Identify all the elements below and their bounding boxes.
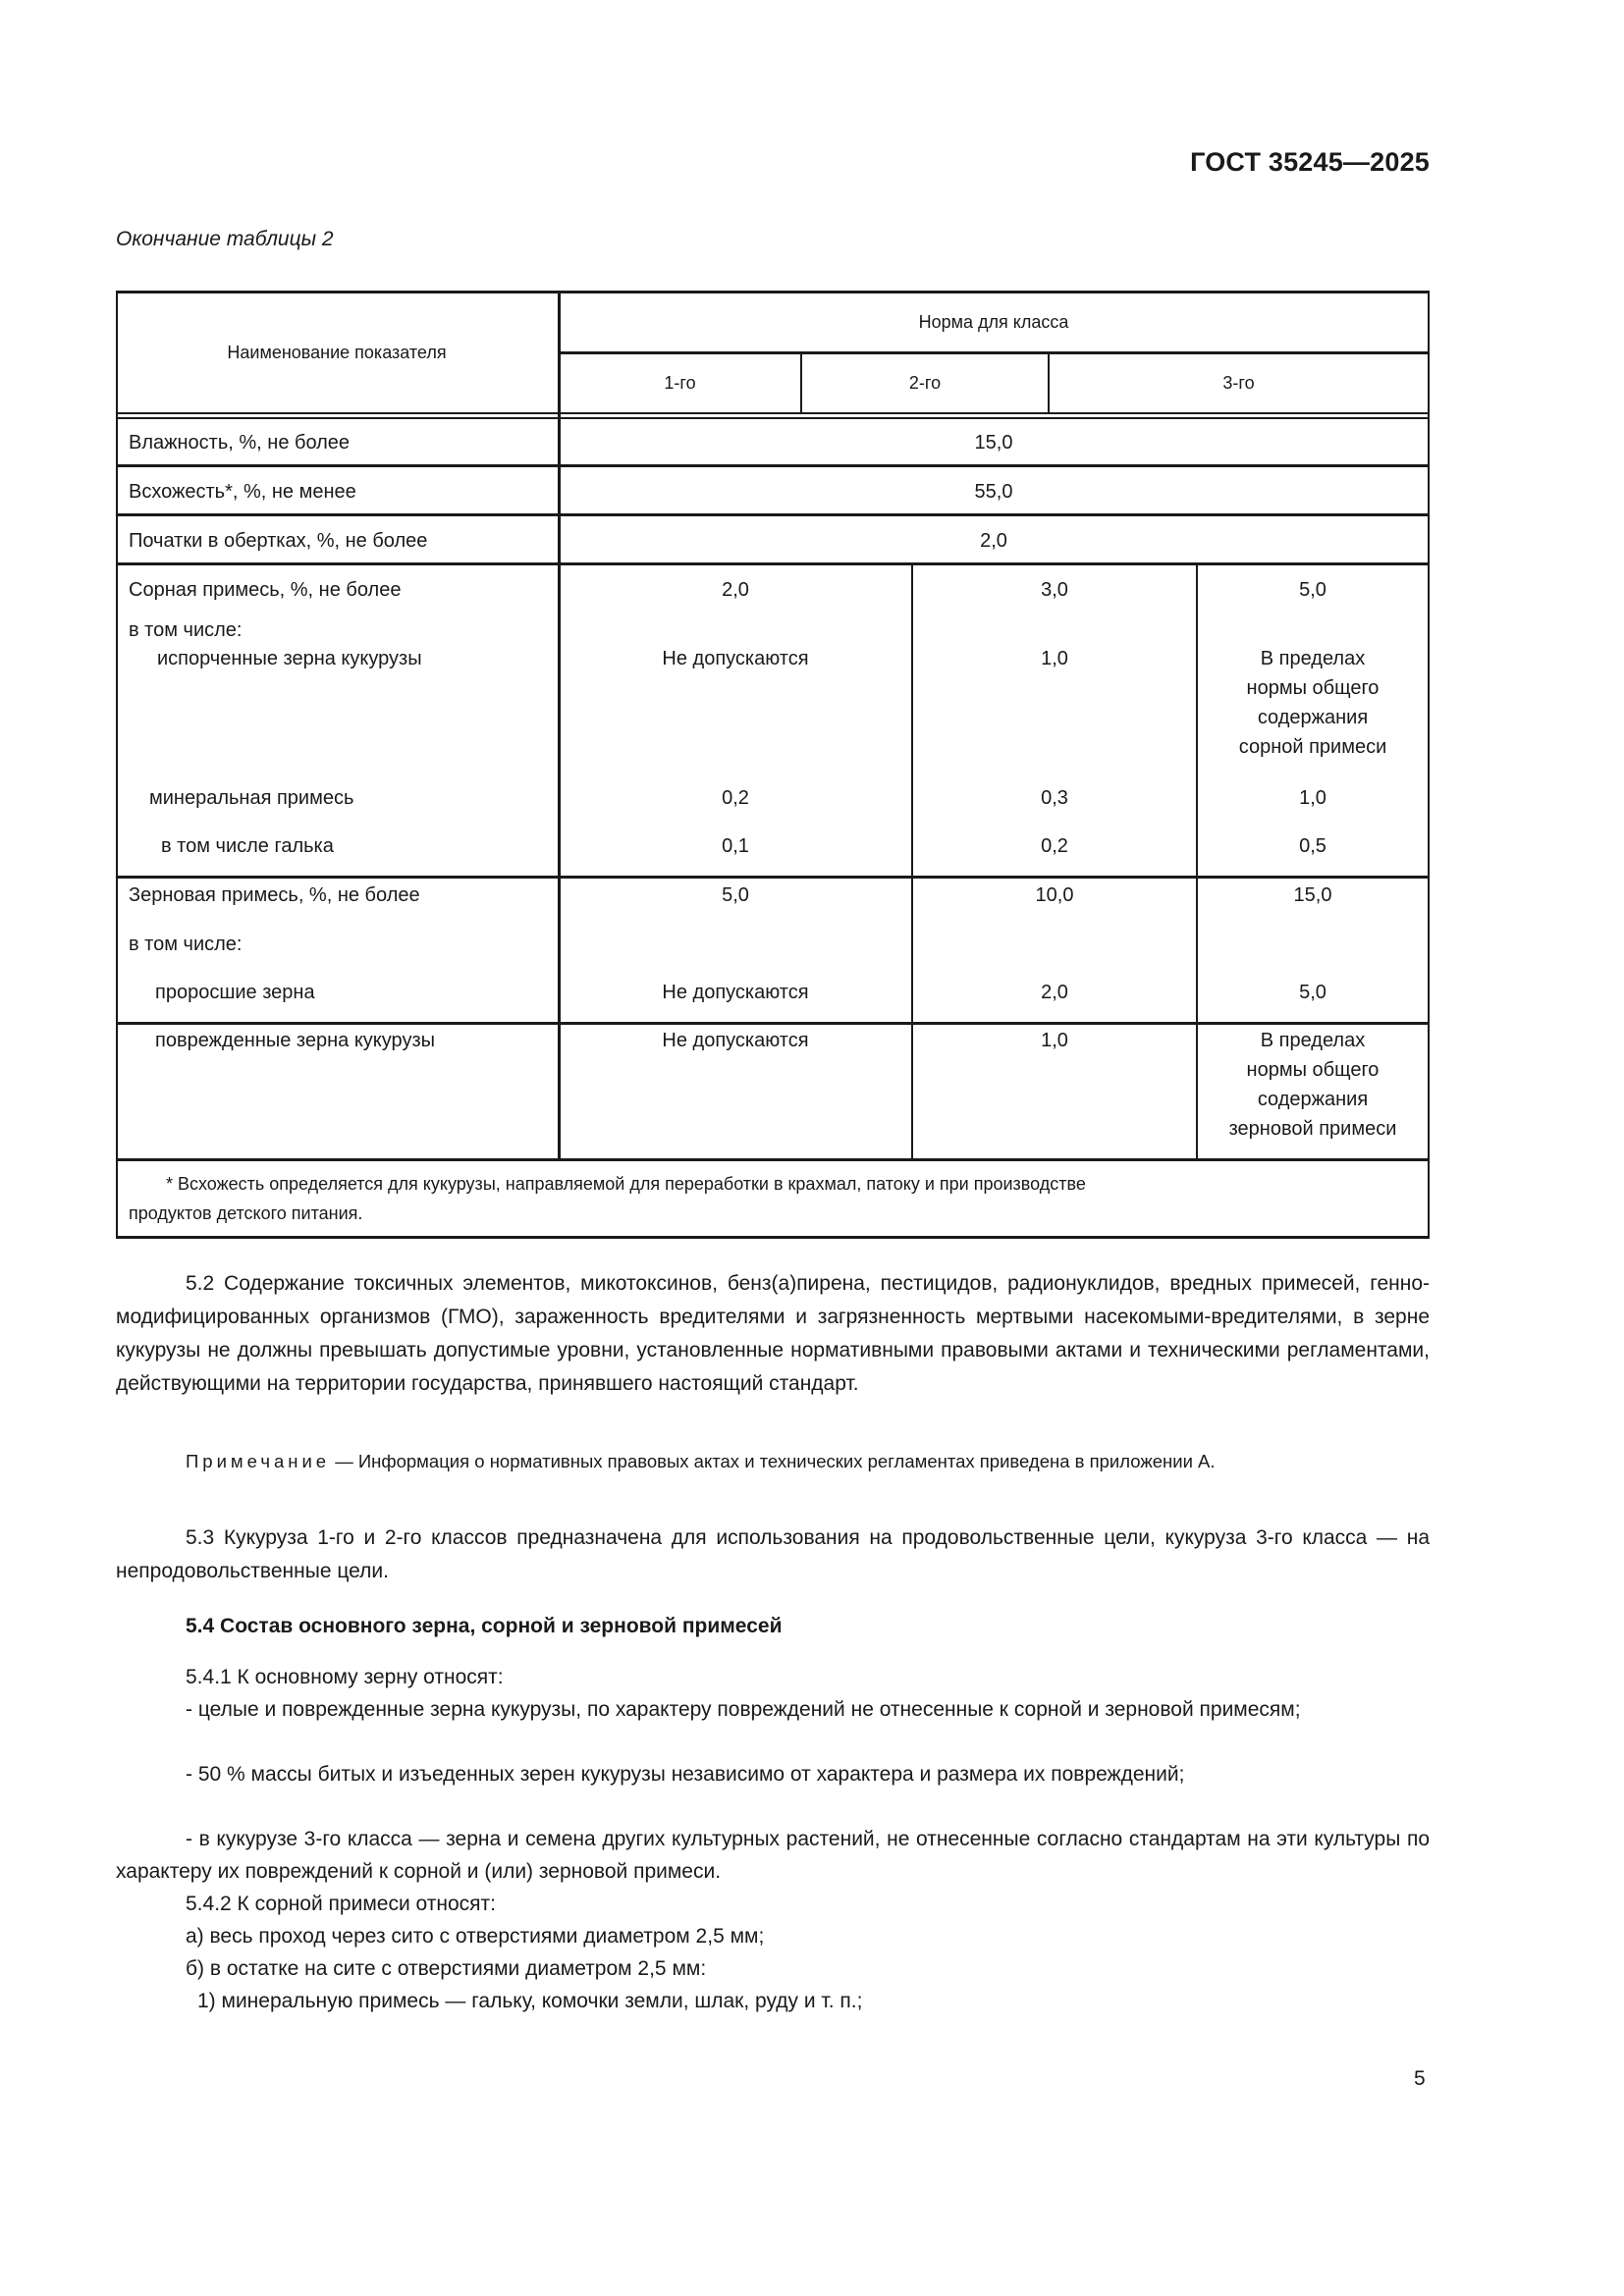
row-label-germination: Всхожесть*, %, не менее bbox=[129, 481, 356, 503]
row-label-cobs: Початки в обертках, %, не более bbox=[129, 530, 428, 552]
row-label-mineral-impurity: минеральная примесь bbox=[149, 787, 354, 809]
row-label-spoiled-grains: испорченные зерна кукурузы bbox=[157, 648, 422, 669]
table-caption: Окончание таблицы 2 bbox=[116, 228, 334, 250]
sprouted-class-1: Не допускаются bbox=[662, 982, 809, 1003]
note-label: Примечание bbox=[186, 1451, 331, 1471]
mineral-class-1: 0,2 bbox=[722, 787, 749, 809]
weed-impurity-class-3: 5,0 bbox=[1299, 579, 1326, 601]
spoiled-class-3: В пределах нормы общего содержания сорной примеси bbox=[1238, 648, 1387, 758]
row-label-grain-impurity: Зерновая примесь, %, не более bbox=[129, 884, 420, 906]
row-value-cobs: 2,0 bbox=[980, 530, 1007, 552]
damaged-class-3: В пределах нормы общего содержания зерновой примеси bbox=[1228, 1030, 1397, 1140]
row-divider bbox=[116, 876, 1430, 879]
row-divider bbox=[116, 513, 1430, 516]
list-item-whole-grains: - целые и поврежденные зерна кукурузы, по характеру повреждений не отнесенные к сорной и зерновой примесям; bbox=[186, 1698, 1301, 1721]
row-label-weed-impurity: Сорная примесь, %, не более bbox=[129, 579, 402, 601]
table-border-bottom bbox=[116, 1236, 1430, 1239]
table-footnote: * Всхожесть определяется для кукурузы, направляемой для переработки в крахмал, патоку и при производстве продуктов детского питания. bbox=[129, 1174, 1086, 1223]
header-group-divider bbox=[559, 351, 1429, 354]
pebbles-class-1: 0,1 bbox=[722, 835, 749, 857]
paragraph-5-2: 5.2 Содержание токсичных элементов, микотоксинов, бенз(а)пирена, пестицидов, радионуклидов, вредных примесей, генно-модифицированных организмов (ГМО), зараженность вредителями и загрязненность мертвыми насекомыми-вредителями, в зерне кукурузы не должны превышать допустимые уровни, установленные нормативными правовыми актами и техническими регламентами, действующими на территории государства, принявшего настоящий стандарт. bbox=[116, 1272, 1430, 1395]
row-label-damaged-grains: поврежденные зерна кукурузы bbox=[155, 1030, 435, 1051]
document-code: ГОСТ 35245—2025 bbox=[1190, 147, 1430, 177]
section-heading-5-4: 5.4 Состав основного зерна, сорной и зерновой примесей bbox=[186, 1615, 783, 1637]
row-label-sprouted-grains: проросшие зерна bbox=[155, 982, 315, 1003]
row-divider bbox=[116, 464, 1430, 467]
standards-table bbox=[116, 291, 1430, 1239]
pebbles-class-3: 0,5 bbox=[1299, 835, 1326, 857]
sprouted-class-3: 5,0 bbox=[1299, 982, 1326, 1003]
grain-impurity-class-3: 15,0 bbox=[1293, 884, 1332, 906]
row-divider bbox=[116, 562, 1430, 565]
header-class-3: 3-го bbox=[1222, 373, 1255, 393]
spoiled-class-2: 1,0 bbox=[1041, 648, 1068, 669]
row-value-germination: 55,0 bbox=[974, 481, 1013, 503]
row-label-moisture: Влажность, %, не более bbox=[129, 432, 351, 454]
header-class-1: 1-го bbox=[664, 373, 696, 393]
row-value-moisture: 15,0 bbox=[974, 432, 1013, 454]
table-border-left bbox=[116, 291, 118, 1239]
pebbles-class-2: 0,2 bbox=[1041, 835, 1068, 857]
row-divider bbox=[116, 1022, 1430, 1025]
sprouted-class-2: 2,0 bbox=[1041, 982, 1068, 1003]
header-class-2: 2-го bbox=[908, 373, 942, 393]
list-item-b: б) в остатке на сите с отверстиями диаметром 2,5 мм: bbox=[186, 1957, 707, 1980]
damaged-class-1: Не допускаются bbox=[662, 1030, 809, 1051]
mineral-class-2: 0,3 bbox=[1041, 787, 1068, 809]
mineral-class-3: 1,0 bbox=[1299, 787, 1326, 809]
paragraph-5-4-1: 5.4.1 К основному зерну относят: bbox=[186, 1666, 504, 1688]
weed-impurity-class-1: 2,0 bbox=[722, 579, 749, 601]
list-item-b-1: 1) минеральную примесь — гальку, комочки земли, шлак, руду и т. п.; bbox=[197, 1990, 863, 2012]
paragraph-5-4-2: 5.4.2 К сорной примеси относят: bbox=[186, 1893, 496, 1915]
header-indicator-name: Наименование показателя bbox=[227, 343, 447, 362]
note-paragraph: Примечание — Информация о нормативных правовых актах и технических регламентах приведена в приложении А. bbox=[186, 1451, 1216, 1471]
header-double-line-2 bbox=[116, 417, 1430, 419]
weed-sub-label: в том числе: bbox=[129, 619, 243, 641]
grain-sub-label: в том числе: bbox=[129, 934, 243, 955]
row-divider bbox=[116, 1158, 1430, 1161]
list-item-a: а) весь проход через сито с отверстиями диаметром 2,5 мм; bbox=[186, 1925, 765, 1948]
list-item-third-class: - в кукурузе 3-го класса — зерна и семена других культурных растений, не отнесенные согласно стандартам на эти культуры по характеру их повреждений к сорной и (или) зерновой примеси. bbox=[116, 1828, 1430, 1883]
paragraph-5-3: 5.3 Кукуруза 1-го и 2-го классов предназначена для использования на продовольственные цели, кукуруза 3-го класса — на непродовольственные цели. bbox=[116, 1526, 1430, 1582]
grain-impurity-class-2: 10,0 bbox=[1035, 884, 1074, 906]
header-double-line-1 bbox=[116, 412, 1430, 414]
list-item-broken-grains: - 50 % массы битых и изъеденных зерен кукурузы независимо от характера и размера их повреждений; bbox=[186, 1763, 1185, 1786]
page-number: 5 bbox=[1414, 2067, 1426, 2090]
table-border-top bbox=[116, 291, 1430, 294]
spoiled-class-1: Не допускаются bbox=[662, 648, 809, 669]
row-label-pebbles: в том числе галька bbox=[161, 835, 334, 857]
weed-impurity-class-2: 3,0 bbox=[1041, 579, 1068, 601]
header-class-group: Норма для класса bbox=[918, 312, 1069, 332]
damaged-class-2: 1,0 bbox=[1041, 1030, 1068, 1051]
grain-impurity-class-1: 5,0 bbox=[722, 884, 749, 906]
table-border-right bbox=[1428, 291, 1430, 1239]
